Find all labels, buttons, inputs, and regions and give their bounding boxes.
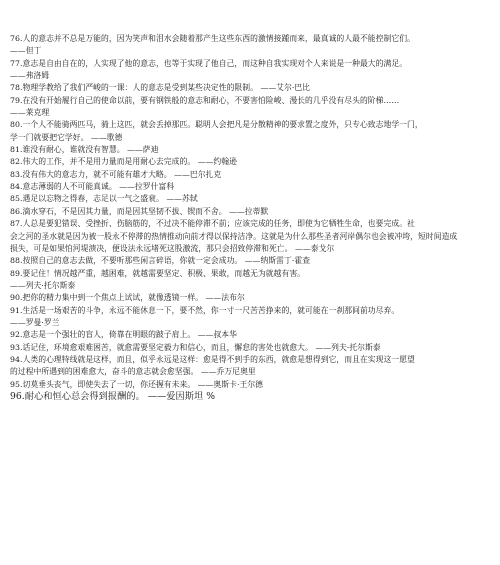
quote-line-87: 87.人总是要犯错误、受挫折、伤脑筋的，不过决不能停滞不前；应该完成的任务，即使为它牺牲生命，也要完成。社 <box>10 219 415 229</box>
quote-line-80-cont: 学一门就要把它学好。 ——歌德 <box>10 132 123 142</box>
quote-line-77: 77.意志是自由自在的，人实现了他的意志，也等于实现了他自己，而这种自我实现对个人来说是一种最大的满足。 <box>10 58 408 68</box>
quote-line-78: 78.物理学教给了我们严峻的一课：人的意志是受到某些决定性的限制。 ——艾尔·巴比 <box>10 83 311 93</box>
quote-line-84: 84.意志薄弱的人不可能真诚。 ——拉罗什富科 <box>10 182 175 192</box>
attribution-line: ——弗洛姆 <box>10 71 50 81</box>
quote-line-94-cont: 的过程中所遇到的困难愈大，奋斗的意志就会愈坚强。 ——乔万尼奥里 <box>10 367 256 377</box>
quote-line-92: 92.意志是一个强壮的盲人，倚靠在明眼的跛子肩上。 ——叔本华 <box>10 330 237 340</box>
quote-line-90: 90.把你的精力集中到一个焦点上试试，就像透镜一样。 ——法布尔 <box>10 293 245 303</box>
quote-line-95: 95.切莫垂头丧气，即使失去了一切，你还握有未来。 ——奥斯卡·王尔德 <box>10 379 264 389</box>
attribution-line: ——列夫·托尔斯泰 <box>10 280 76 290</box>
quote-line-86: 86.滴水穿石，不是因其力量，而是因其坚韧不拔、锲而不舍。 ——拉蒂默 <box>10 206 269 216</box>
quote-line-89: 89.要记住！情况越严重，越困难，就越需要坚定、积极、果敢，而越无为就越有害。 <box>10 268 306 278</box>
quote-line-96: 96.耐心和恒心总会得到报酬的。 ——爱因斯坦 % <box>10 390 215 402</box>
quote-line-81: 81.谁没有耐心，谁就没有智慧。 ——萨迪 <box>10 145 159 155</box>
attribution-line: ——但丁 <box>10 46 42 56</box>
quote-line-93: 93.话记住，环境愈艰难困苦，就愈需要坚定毅力和信心，而且，懈怠的害处也就愈大。 ——列夫·托尔斯泰 <box>10 342 381 352</box>
quote-line-85: 85.遇足以忘物之得春，志足以一气之盛衰。 ——苏轼 <box>10 194 198 204</box>
attribution-line: ——莱克理 <box>10 108 50 118</box>
quote-line-87-cont: 会之河的圣水就是因为被一股永不停滞的热情推动向前才得以保持洁净。这就是为什么那些圣者河岸偶尔也会被冲垮，短时间造成 <box>10 231 458 241</box>
quote-line-76: 76.人的意志并不总是万能的，因为笑声和泪水会随着那产生这些东西的激情接踵而来，最真诚的人最不能控制它们。 <box>10 34 415 43</box>
quote-line-94: 94.人类的心理特线就是这样，而且，似乎永远是这样：愈是得不到手的东西，就愈是想得到它，而且在实现这一愿望 <box>10 354 415 364</box>
quote-line-88: 88.按照自己的意志去做，不要听那些闲言碎语，你就一定会成功。 ——纳斯雷丁·霍查 <box>10 256 311 266</box>
quote-line-79: 79.在没有开始履行自己的使命以前，要有钢铁般的意志和耐心，不要害怕险峻、漫长的几乎没有尽头的阶梯…… <box>10 95 400 105</box>
quote-line-80: 80.一个人不能骑两匹马，骑上这匹，就会丢掉那匹。聪明人会把凡是分散精神的要求置之度外，只专心致志地学一门， <box>10 120 423 130</box>
attribution-line: ——罗曼·罗兰 <box>10 317 60 327</box>
quote-line-82: 82.伟大的工作，并不是用力量而是用耐心去完成的。 ——约翰逊 <box>10 157 237 167</box>
quote-line-87-cont: 损失，可是如果怕河堤溃决，便设法永远堵死这股激流，那只会招致停滞和死亡。 ——泰戈尔 <box>10 243 335 253</box>
quote-line-91: 91.生活是一场艰苦的斗争，永远不能休息一下，要不然，你一寸一尺苦苦挣来的，就可能在一刹那间前功尽弃。 <box>10 305 400 315</box>
quote-line-83: 83.没有伟大的意志力，就不可能有雄才大略。 ——巴尔扎克 <box>10 169 222 179</box>
